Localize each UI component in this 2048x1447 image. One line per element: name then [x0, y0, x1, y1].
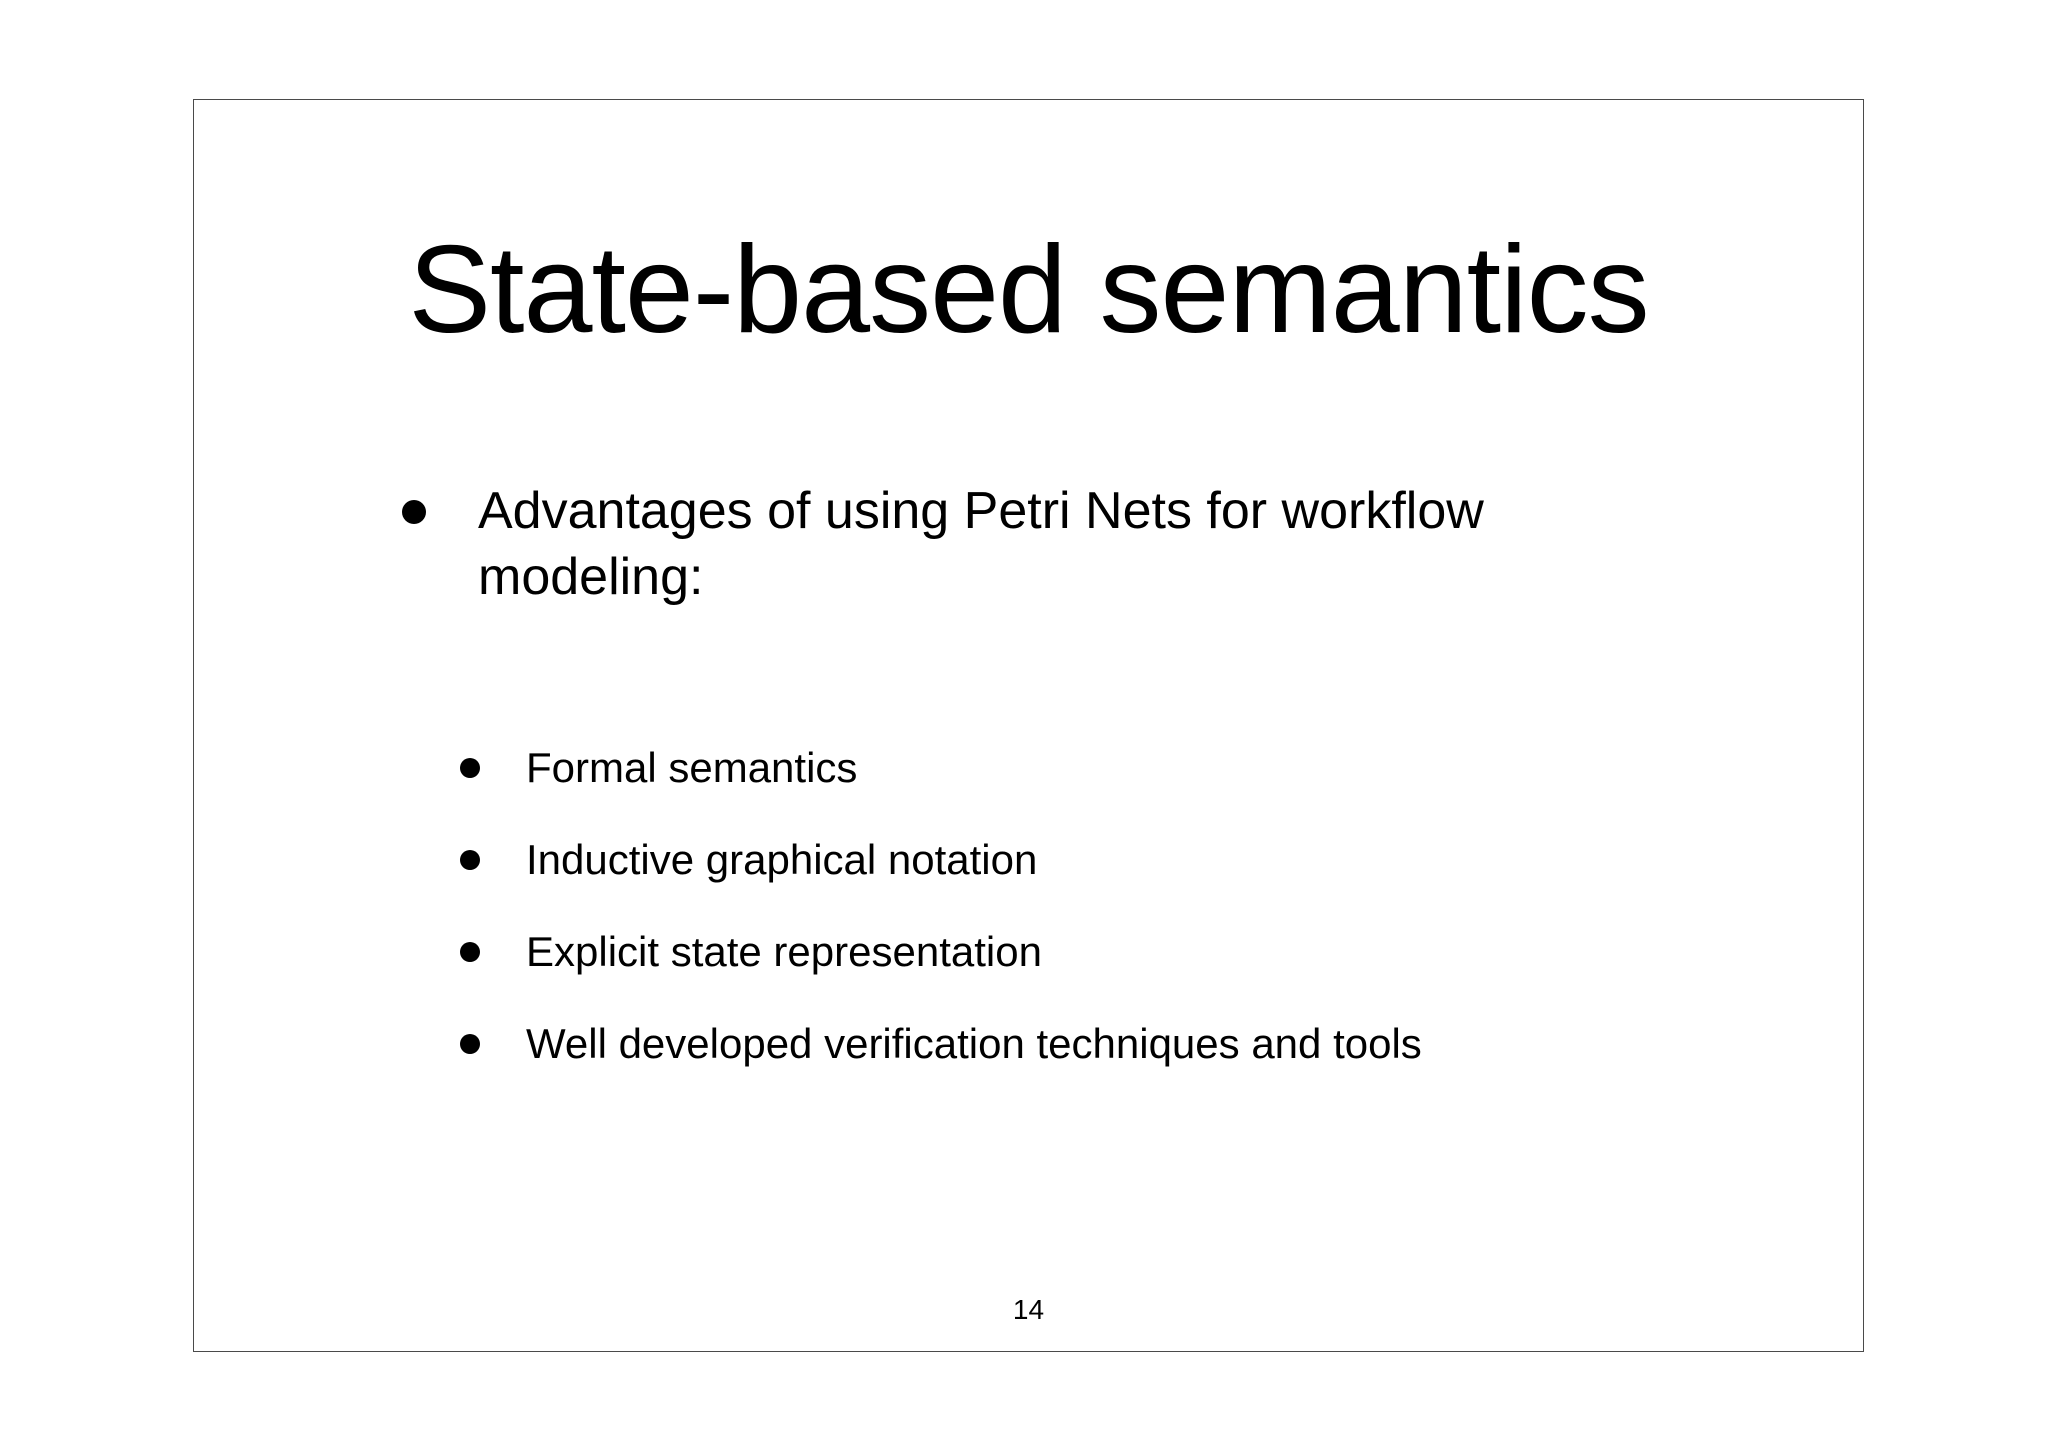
- main-bullet-text: Advantages of using Petri Nets for workflow modeling:: [478, 482, 1484, 606]
- bullet-dot-icon: [460, 758, 480, 778]
- sub-bullet-text: Inductive graphical notation: [526, 836, 1038, 883]
- bullet-dot-icon: [402, 500, 426, 524]
- page-number: 14: [1012, 1294, 1045, 1325]
- sub-bullet-text: Well developed verification techniques and tools: [526, 1020, 1422, 1067]
- sub-bullet-text: Formal semantics: [526, 744, 858, 791]
- bullet-dot-icon: [460, 942, 480, 962]
- bullet-dot-icon: [460, 1034, 480, 1054]
- bullet-dot-icon: [460, 850, 480, 870]
- slide-frame: [193, 99, 1864, 1352]
- slide-title: State-based semantics: [408, 221, 1649, 359]
- sub-bullet-text: Explicit state representation: [526, 928, 1042, 975]
